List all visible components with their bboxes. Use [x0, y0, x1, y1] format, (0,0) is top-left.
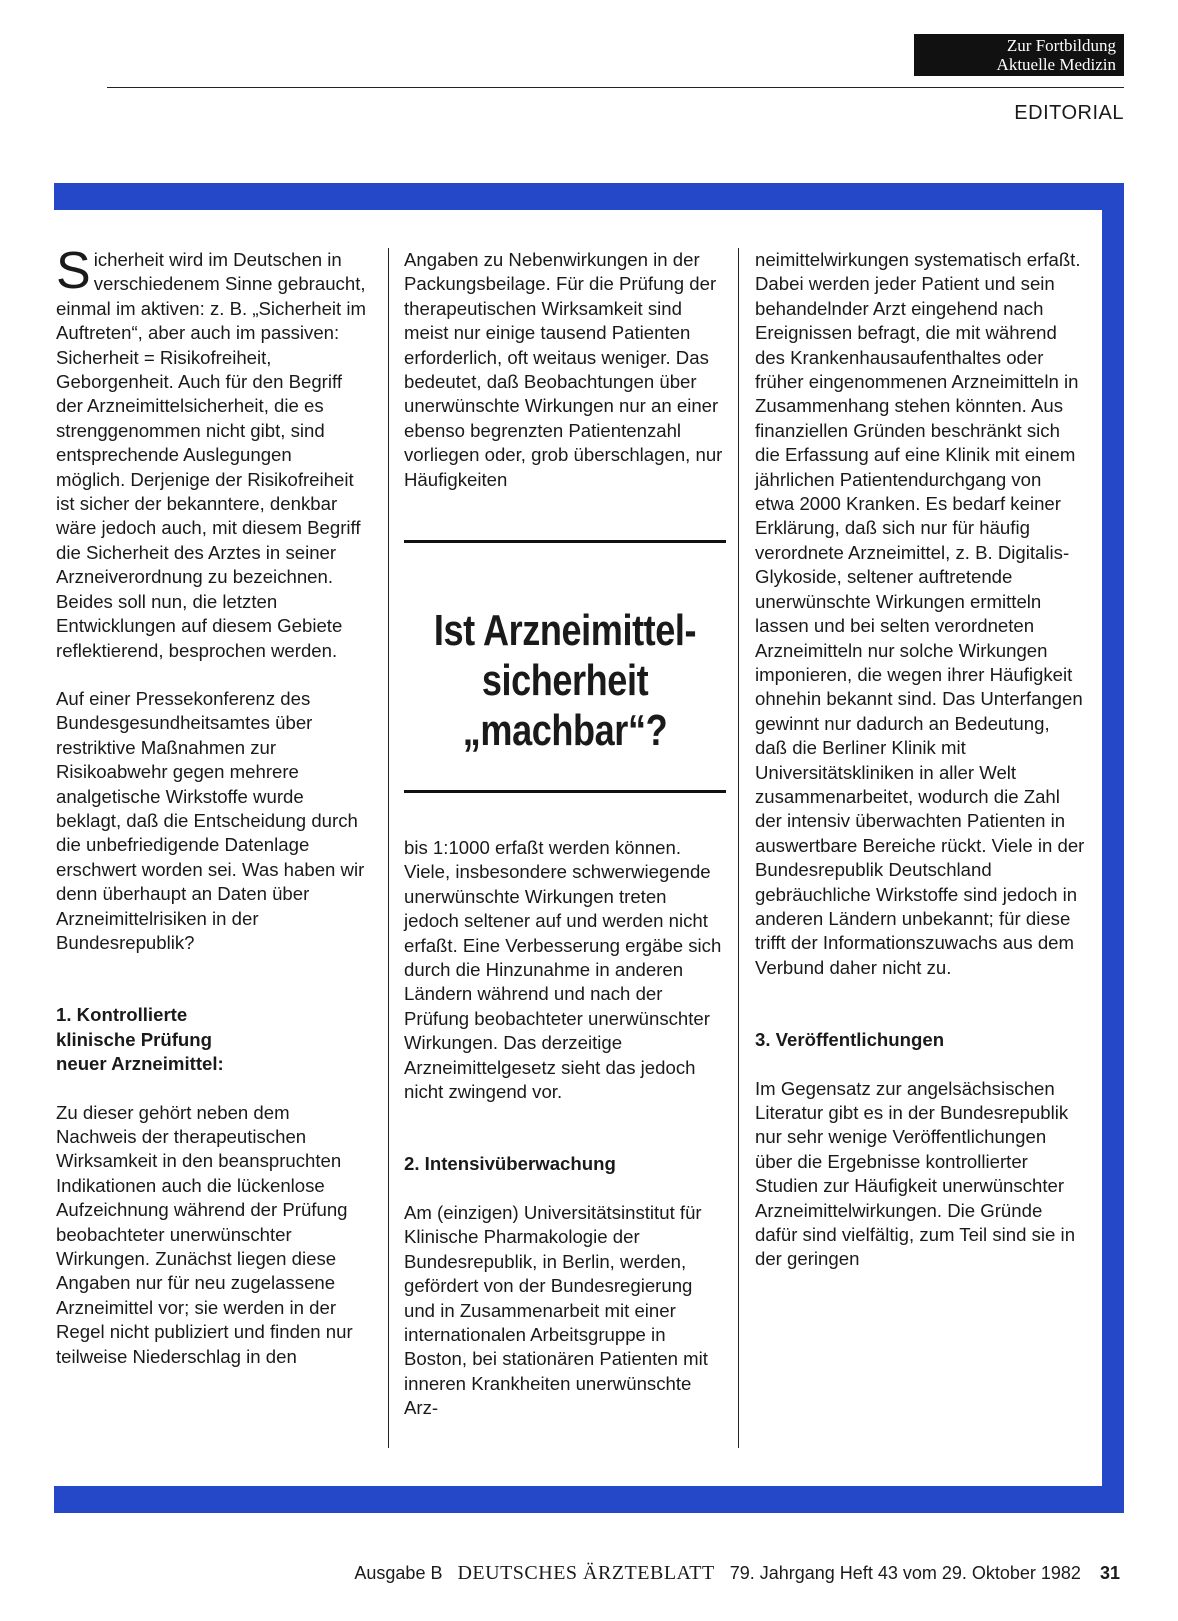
badge-line-2: Aktuelle Medizin [996, 55, 1116, 74]
title-line-2: sicherheit [481, 656, 649, 705]
paragraph: bis 1:1000 erfaßt werden können. Viele, insbesondere schwerwiegende unerwünschte Wirkungen treten jedoch seltener auf und werden nicht erfaßt. Eine Verbesserung ergäbe sich durch die Hinzunahme in anderen Ländern während und nach der Prüfung beobachteter unerwünschter Wirkungen. Das derzeitige Arzneimittelgesetz sieht das jedoch nicht zwingend vor. [404, 837, 722, 1103]
page-footer [0, 1562, 1120, 1585]
paragraph: neimittelwirkungen systematisch erfaßt. Dabei werden jeder Patient und sein behandelnder Arzt eingehend nach Ereignissen befragt, die mit während des Krankenhausaufenthaltes oder früher eingenommenen Arzneimitteln in Zusammenhang stehen könnten. Aus finanziellen Gründen beschränkt sich die Erfassung auf eine Klinik mit einem jährlichen Patientendurchgang von etwa 2000 Kranken. Es bedarf keiner Erklärung, daß sich nur für häufig verordnete Arzneimittel, z. B. Digitalis-Glykoside, seltener auftretende unerwünschte Wirkungen ermitteln lassen und bei selten verordneten Arzneimitteln nur solche Wirkungen imponieren, die wegen ihrer Häufigkeit ohnehin bekannt sind. Das Unterfangen gewinnt nur dadurch an Bedeutung, daß die Berliner Klinik mit Universitätskliniken in aller Welt zusammenarbeitet, wodurch die Zahl der intensiv überwachten Patienten in auswertbare Bereiche rückt. Viele in der Bundesrepublik Deutschland gebräuchliche Wirkstoffe sind jedoch in anderen Ländern unbekannt; für diese trifft der Informationszuwachs aus dem Verbund daher nicht zu. [755, 249, 1085, 978]
intro-paragraph [56, 242, 366, 663]
footer-journal: DEUTSCHES ÄRZTEBLATT [457, 1562, 715, 1584]
section-label: EDITORIAL [1014, 102, 1124, 124]
footer-edition: Ausgabe B [354, 1563, 443, 1583]
title-rule-bottom [404, 790, 726, 793]
column-2-continued [404, 836, 724, 1421]
header-divider [107, 87, 1124, 88]
article-title [433, 606, 697, 756]
column-3 [755, 248, 1085, 1272]
column-2 [404, 248, 724, 492]
blue-frame-bottom [54, 1486, 1124, 1513]
paragraph-text: icherheit wird im Deutschen in verschiedenem Sinne gebraucht, einmal im aktiven: z. B. „Sicherheit im Auftreten“, aber auch im passiven: Sicherheit = Risikofreiheit, Geborgenheit. Auch für den Begriff der Arzneimittelsicherheit, die es strenggenommen nicht gibt, sind entsprechende Auslegungen möglich. Derjenige der Risikofreiheit ist sicher der bekanntere, denkbar wäre jedoch auch, mit diesem Begriff die Sicherheit des Arztes in seiner Arzneiverordnung zu bezeichnen. Beides soll nun, die letzten Entwicklungen auf diesem Gebiete reflektierend, besprochen werden. [56, 249, 366, 661]
blue-frame-top [54, 183, 1124, 210]
section-badge [914, 34, 1124, 76]
paragraph: Auf einer Pressekonferenz des Bundesgesundheitsamtes über restriktive Maßnahmen zur Risikoabwehr gegen mehrere analgetische Wirkstoffe wurde beklagt, daß die Entscheidung durch die unbefriedigende Datenlage erschwert worden sei. Was haben wir denn überhaupt an Daten über Arzneimittelrisiken in der Bundesrepublik? [56, 687, 365, 953]
badge-line-1: Zur Fortbildung [1006, 36, 1116, 55]
paragraph: Angaben zu Nebenwirkungen in der Packungsbeilage. Für die Prüfung der therapeutischen Wirksamkeit sind meist nur einige tausend Patienten erforderlich, oft weitaus weniger. Das bedeutet, daß Beobachtungen über unerwünschte Wirkungen nur an einer ebenso begrenzten Patientenzahl vorliegen oder, grob überschlagen, nur Häufigkeiten [404, 249, 723, 490]
title-line-1: Ist Arzneimittel- [433, 606, 697, 655]
subheading-3: 3. Veröffentlichungen [755, 1029, 945, 1051]
paragraph: Im Gegensatz zur angelsächsischen Literatur gibt es in der Bundesrepublik nur sehr wenige Veröffentlichungen über die Ergebnisse kontrollierter Studien zur Häufigkeit unerwünschter Arzneimittelwirkungen. Die Gründe dafür sind vielfältig, zum Teil sind sie in der geringen [755, 1077, 1076, 1270]
blue-frame-right [1102, 183, 1124, 1503]
title-rule-top [404, 540, 726, 543]
page-number: 31 [1099, 1563, 1120, 1583]
subheading-1: 1. Kontrollierte klinische Prüfung neuer Arzneimittel: [56, 1004, 224, 1075]
paragraph: Zu dieser gehört neben dem Nachweis der therapeutischen Wirksamkeit in den beanspruchten Indikationen auch die lückenlose Aufzeichnung während der Prüfung beobachteter unerwünschter Wirkungen. Zunächst liegen diese Angaben nur für neu zugelassene Arzneimittel vor; sie werden in der Regel nicht publiziert und finden nur teilweise Niederschlag in den [56, 1101, 353, 1367]
footer-issue: 79. Jahrgang Heft 43 vom 29. Oktober 1982 [729, 1563, 1081, 1583]
title-line-3: „machbar“? [462, 706, 668, 755]
paragraph: Am (einzigen) Universitätsinstitut für Klinische Pharmakologie der Bundesrepublik, in Berlin, werden, gefördert von der Bundesregierung und in Zusammenarbeit mit einer internationalen Arbeitsgruppe in Boston, bei stationären Patienten mit inneren Krankheiten unerwünschte Arz- [404, 1201, 708, 1419]
drop-cap: S [56, 242, 91, 300]
subheading-2: 2. Intensivüberwachung [404, 1153, 616, 1175]
column-1 [56, 242, 366, 1369]
column-divider-1 [388, 248, 389, 1448]
column-divider-2 [738, 248, 739, 1448]
